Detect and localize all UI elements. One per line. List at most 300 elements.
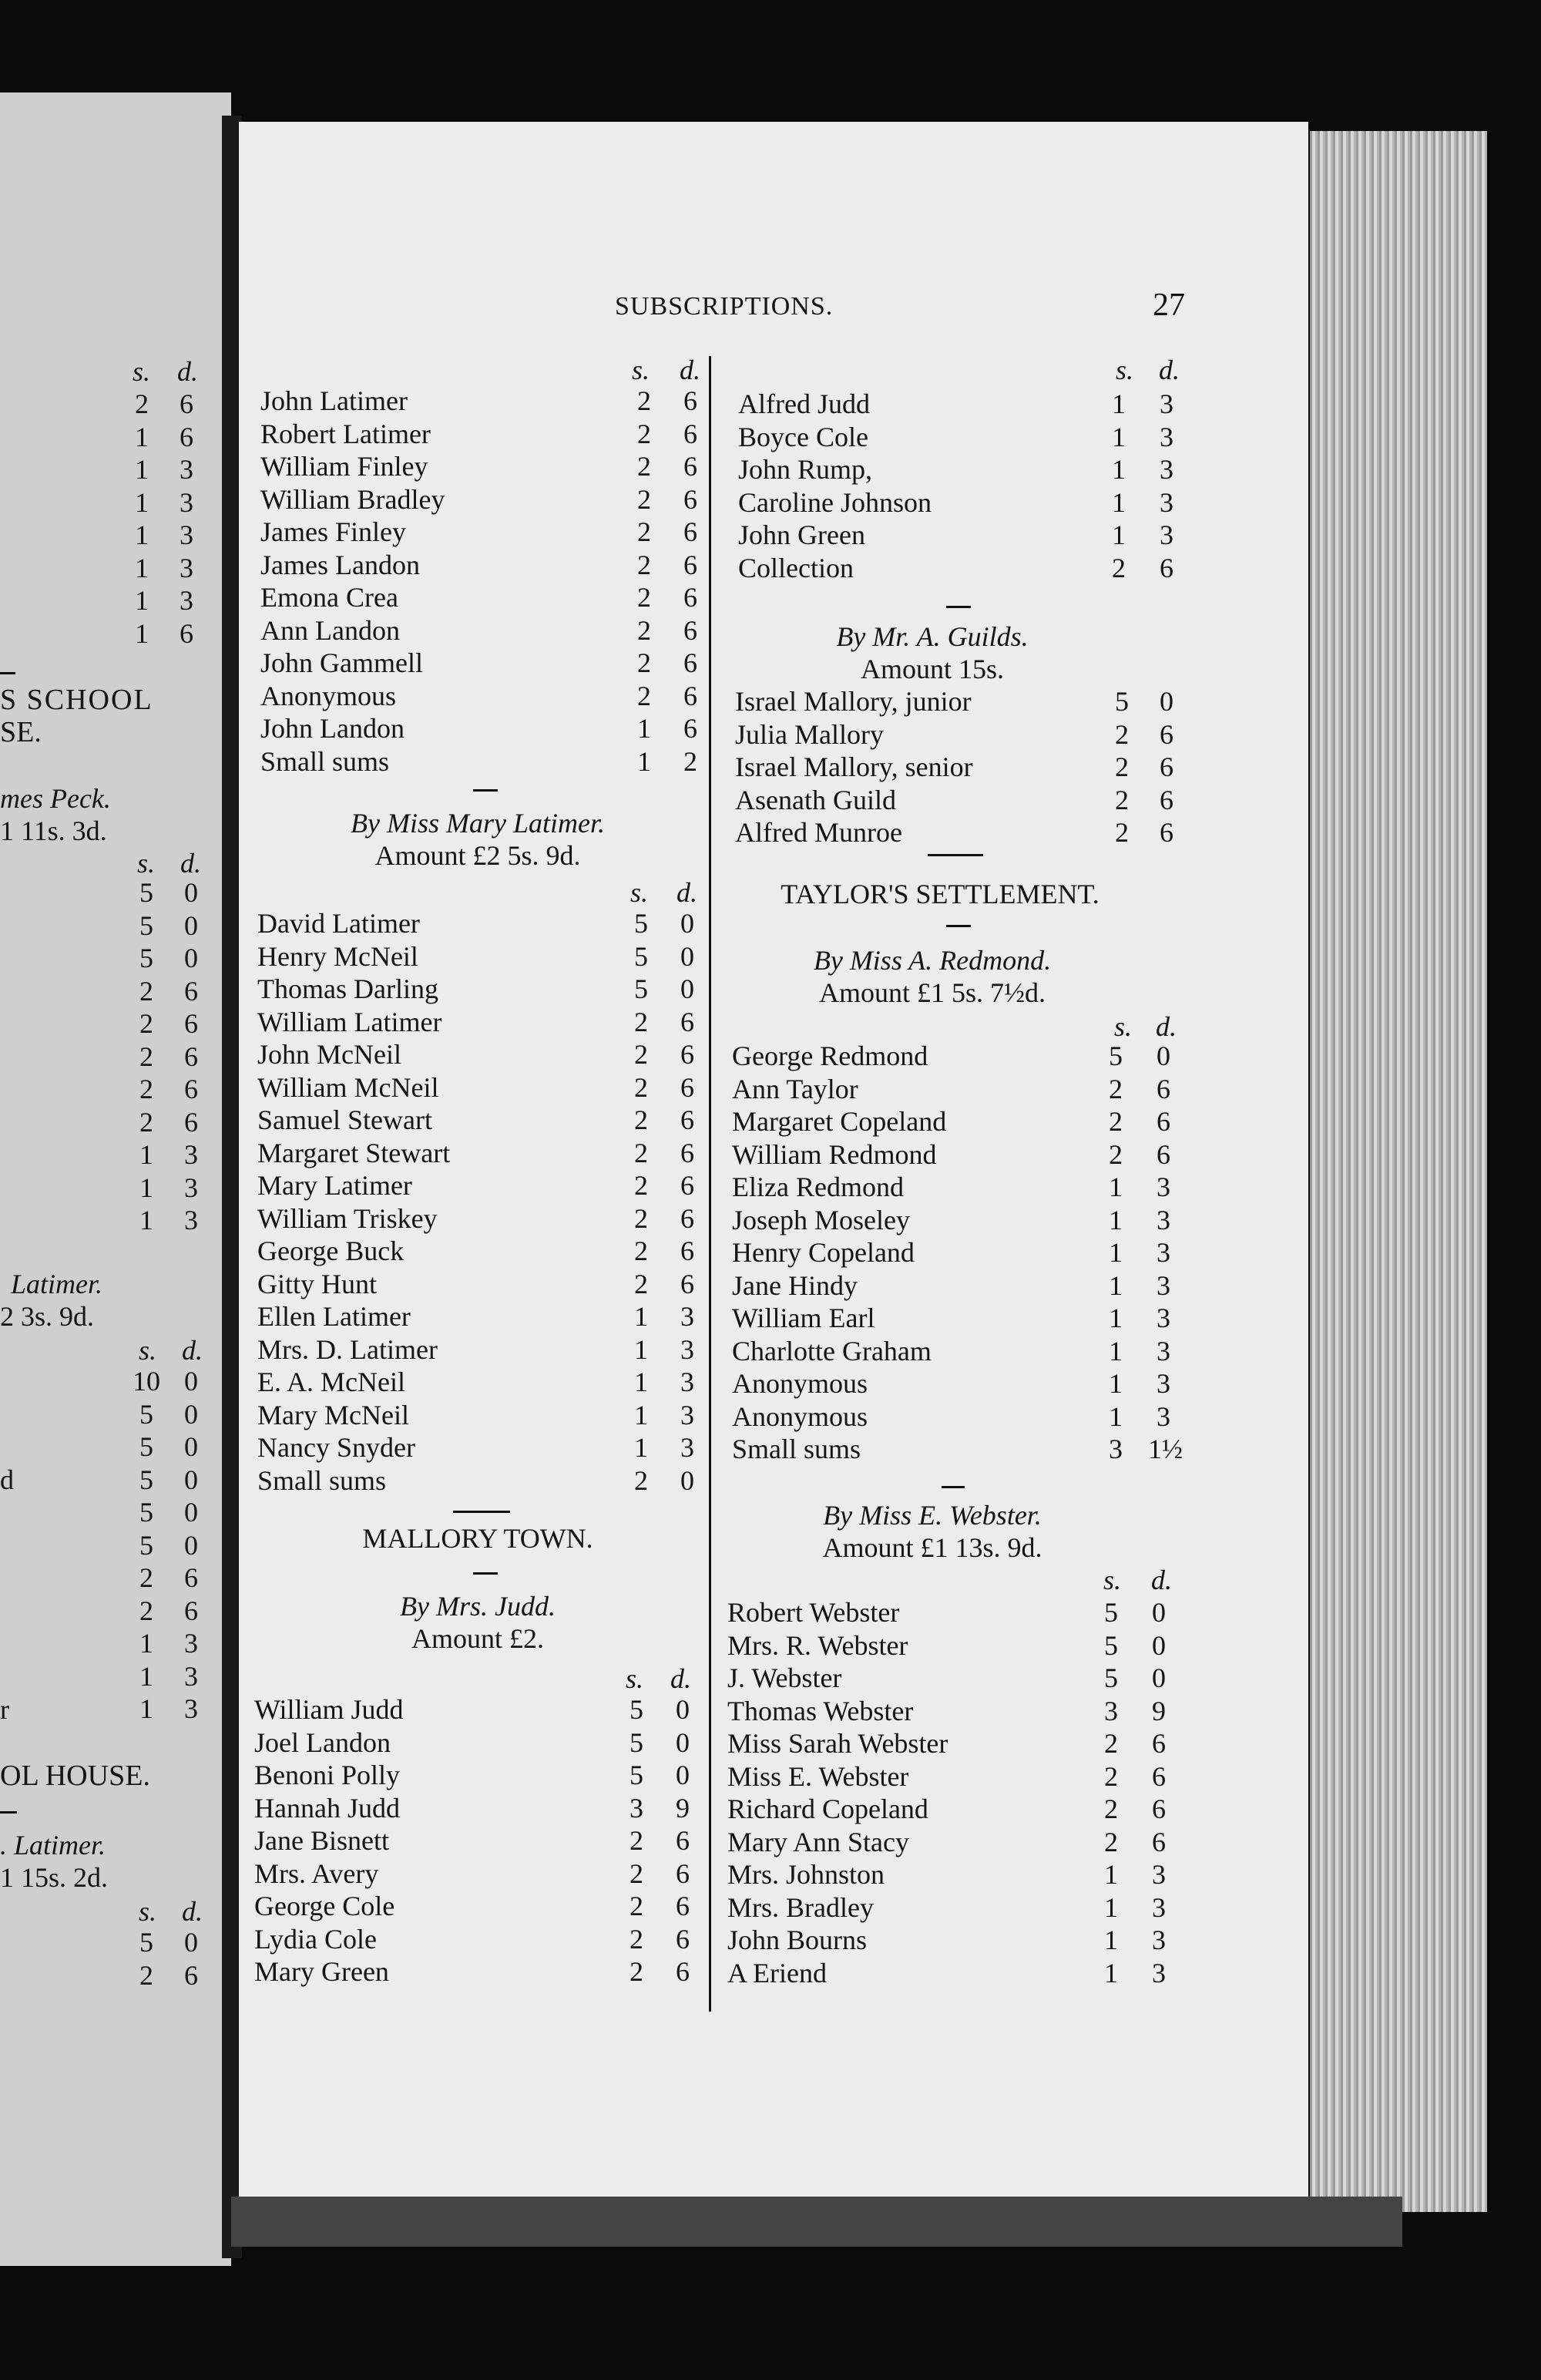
- subscriber-name: Alfred Judd: [738, 388, 870, 419]
- subscriber-name: William Redmond: [732, 1138, 937, 1170]
- amount-pence: 6: [680, 1268, 694, 1299]
- collector-line: mes Peck.: [0, 783, 111, 814]
- amount-pence: 3: [180, 486, 193, 518]
- amount-pence: 6: [683, 516, 697, 547]
- subscriber-name: Mary McNeil: [257, 1399, 409, 1430]
- amount-line: Amount £1 13s. 9d.: [822, 1532, 1042, 1563]
- amount-pence: 0: [1157, 1040, 1170, 1071]
- amount-shillings: 3: [1104, 1695, 1118, 1726]
- amount-shillings: 2: [637, 582, 651, 613]
- amount-pence: 6: [1160, 784, 1173, 815]
- amount-pence: 6: [680, 1006, 694, 1037]
- subscriber-name: Lydia Cole: [254, 1923, 377, 1955]
- subscriber-name: Mrs. R. Webster: [727, 1629, 908, 1661]
- subscriber-name: Ann Taylor: [732, 1073, 858, 1104]
- amount-pence: 3: [680, 1432, 694, 1463]
- amount-pence: 3: [1160, 486, 1173, 518]
- subscriber-name: Mary Latimer: [257, 1170, 412, 1201]
- collector-line: By Miss Mary Latimer.: [351, 808, 605, 839]
- amount-pence: 3: [1152, 1859, 1166, 1890]
- amount-pence: 3: [184, 1660, 198, 1692]
- amount-shillings: 1: [1112, 421, 1126, 452]
- amount-pence: 6: [184, 1106, 198, 1138]
- amount-shillings: 2: [139, 1040, 153, 1072]
- amount-pence: 6: [180, 421, 193, 452]
- subscriber-name: John Green: [738, 519, 865, 550]
- amount-shillings: 2: [637, 614, 651, 646]
- pence-header: d.: [670, 1663, 691, 1694]
- subscriber-name: Robert Latimer: [260, 418, 431, 449]
- amount-shillings: 2: [1112, 552, 1126, 583]
- subscriber-name: Samuel Stewart: [257, 1104, 432, 1135]
- amount-shillings: 2: [629, 1891, 643, 1921]
- amount-shillings: 10: [133, 1366, 160, 1397]
- section-heading: SE.: [0, 716, 42, 748]
- amount-shillings: 1: [1104, 1957, 1118, 1988]
- amount-shillings: 5: [1104, 1662, 1118, 1693]
- amount-pence: 6: [680, 1235, 694, 1266]
- amount-shillings: 5: [139, 877, 153, 908]
- amount-shillings: 5: [1109, 1040, 1123, 1071]
- amount-pence: 6: [1152, 1760, 1166, 1792]
- amount-shillings: 2: [634, 1464, 648, 1496]
- amount-shillings: 2: [1115, 817, 1129, 848]
- subscriber-name: Thomas Webster: [727, 1695, 914, 1726]
- pence-header: d.: [1159, 355, 1180, 385]
- amount-shillings: 5: [1104, 1629, 1118, 1661]
- amount-shillings: 2: [637, 483, 651, 515]
- amount-shillings: 2: [629, 1956, 643, 1987]
- subscriber-name: Henry Copeland: [732, 1237, 915, 1268]
- subscriber-name: John McNeil: [257, 1039, 401, 1070]
- subscriber-name: David Latimer: [257, 908, 420, 939]
- amount-pence: 0: [184, 1497, 198, 1528]
- amount-shillings: 2: [634, 1006, 648, 1037]
- amount-pence: 6: [683, 680, 697, 711]
- amount-shillings: 1: [135, 519, 149, 550]
- shillings-header: s.: [630, 877, 649, 908]
- amount-shillings: 2: [135, 388, 149, 419]
- amount-pence: 6: [1152, 1826, 1166, 1857]
- amount-shillings: 2: [139, 1959, 153, 1991]
- amount-shillings: 1: [135, 552, 149, 583]
- amount-shillings: 5: [139, 1529, 153, 1561]
- amount-pence: 0: [680, 973, 694, 1004]
- subscriber-name: Ann Landon: [260, 614, 400, 646]
- amount-shillings: 2: [637, 516, 651, 547]
- book-bottom-edge: [231, 2197, 1402, 2247]
- amount-shillings: 1: [634, 1366, 648, 1397]
- amount-pence: 6: [676, 1825, 690, 1856]
- amount-pence: 3: [1157, 1335, 1170, 1366]
- amount-pence: 3: [680, 1333, 694, 1365]
- section-heading: OL HOUSE.: [0, 1760, 150, 1792]
- subscriber-name: Alfred Munroe: [735, 817, 902, 848]
- amount-shillings: 1: [634, 1399, 648, 1430]
- amount-shillings: 2: [139, 1074, 153, 1104]
- subscriber-name: Emona Crea: [260, 582, 398, 613]
- amount-shillings: 5: [139, 1497, 153, 1528]
- amount-shillings: 2: [139, 1106, 153, 1138]
- section-rule: [946, 606, 971, 608]
- amount-shillings: 1: [139, 1205, 153, 1235]
- amount-pence: 0: [184, 1464, 198, 1495]
- amount-shillings: 2: [629, 1825, 643, 1856]
- pence-header: d.: [182, 1335, 203, 1366]
- amount-shillings: 1: [1109, 1400, 1123, 1432]
- amount-shillings: 1: [1109, 1335, 1123, 1366]
- amount-shillings: 2: [1104, 1826, 1118, 1857]
- amount-shillings: 2: [1115, 784, 1129, 815]
- amount-shillings: 5: [629, 1726, 643, 1758]
- amount-line: 1 15s. 2d.: [0, 1862, 109, 1893]
- amount-pence: 3: [184, 1139, 198, 1170]
- amount-pence: 0: [184, 943, 198, 973]
- amount-pence: 3: [1160, 421, 1173, 452]
- amount-pence: 6: [1160, 552, 1173, 583]
- amount-pence: 3: [184, 1172, 198, 1203]
- pence-header: d.: [180, 848, 201, 879]
- amount-shillings: 2: [634, 1071, 648, 1103]
- shillings-header: s.: [139, 1335, 157, 1366]
- subscriber-name: Miss E. Webster: [727, 1760, 909, 1792]
- amount-shillings: 1: [1104, 1859, 1118, 1890]
- stray-letter: d: [0, 1464, 14, 1495]
- amount-shillings: 3: [629, 1792, 643, 1824]
- amount-pence: 6: [683, 614, 697, 646]
- subscriber-name: Israel Mallory, junior: [735, 686, 972, 717]
- subscriber-name: Asenath Guild: [735, 784, 896, 815]
- page-edges: [1310, 131, 1487, 2212]
- amount-shillings: 5: [139, 909, 153, 941]
- amount-shillings: 2: [1109, 1106, 1123, 1137]
- shillings-header: s.: [1116, 355, 1134, 385]
- subscriber-name: James Finley: [260, 516, 406, 547]
- subscriber-name: J. Webster: [727, 1662, 842, 1693]
- amount-pence: 6: [180, 617, 193, 649]
- amount-pence: 3: [1152, 1925, 1166, 1955]
- subscriber-name: Mrs. Bradley: [727, 1891, 874, 1923]
- amount-shillings: 1: [1109, 1368, 1123, 1399]
- amount-pence: 6: [184, 1074, 198, 1104]
- amount-shillings: 5: [634, 940, 648, 972]
- amount-line: Amount £1 5s. 7½d.: [818, 977, 1046, 1008]
- amount-shillings: 5: [1104, 1597, 1118, 1628]
- amount-pence: 6: [184, 1562, 198, 1593]
- amount-shillings: 1: [634, 1301, 648, 1332]
- amount-shillings: 1: [1112, 388, 1126, 419]
- amount-pence: 0: [680, 940, 694, 972]
- amount-pence: 9: [1152, 1695, 1166, 1726]
- amount-pence: 6: [1160, 751, 1173, 782]
- amount-pence: 0: [184, 1431, 198, 1462]
- amount-pence: 3: [184, 1693, 198, 1724]
- amount-shillings: 2: [139, 1562, 153, 1593]
- subscriber-name: Anonymous: [260, 680, 397, 711]
- amount-line: Amount £2.: [411, 1623, 544, 1654]
- section-rule: [473, 1572, 498, 1575]
- subscriber-name: Joel Landon: [254, 1726, 391, 1758]
- subscriber-name: John Latimer: [260, 385, 408, 416]
- amount-pence: 6: [683, 647, 697, 678]
- amount-pence: 0: [184, 877, 198, 908]
- amount-pence: 6: [1152, 1793, 1166, 1824]
- column-divider: [709, 356, 711, 2012]
- amount-shillings: 2: [1109, 1073, 1123, 1104]
- subscriber-name: Small sums: [260, 745, 390, 777]
- amount-pence: 3: [1157, 1368, 1170, 1399]
- section-rule: [473, 789, 498, 792]
- subscriber-name: Richard Copeland: [727, 1793, 928, 1824]
- amount-pence: 6: [1157, 1138, 1170, 1170]
- shillings-header: s.: [137, 848, 156, 879]
- pence-header: d.: [676, 877, 697, 908]
- amount-pence: 6: [676, 1956, 690, 1987]
- amount-shillings: 1: [139, 1660, 153, 1692]
- amount-shillings: 1: [135, 421, 149, 452]
- amount-shillings: 1: [135, 585, 149, 616]
- amount-pence: 0: [184, 1529, 198, 1561]
- amount-shillings: 1: [139, 1172, 153, 1203]
- subscriber-name: William Latimer: [257, 1006, 442, 1037]
- amount-pence: 3: [184, 1205, 198, 1235]
- amount-shillings: 5: [634, 908, 648, 939]
- subscriber-name: Caroline Johnson: [738, 486, 932, 518]
- subscriber-name: Margaret Stewart: [257, 1137, 451, 1168]
- collector-line: By Mr. A. Guilds.: [836, 621, 1029, 652]
- section-heading: S SCHOOL: [0, 684, 153, 716]
- amount-pence: 6: [184, 1040, 198, 1072]
- subscriber-name: Anonymous: [732, 1400, 868, 1432]
- pence-header: d.: [680, 355, 700, 385]
- amount-pence: 6: [680, 1071, 694, 1103]
- subscriber-name: George Cole: [254, 1891, 395, 1921]
- subscriber-name: Eliza Redmond: [732, 1172, 904, 1202]
- amount-pence: 3: [1157, 1400, 1170, 1432]
- amount-pence: 3: [1152, 1957, 1166, 1988]
- amount-shillings: 5: [139, 1431, 153, 1462]
- amount-pence: 3: [1157, 1269, 1170, 1301]
- amount-shillings: 1: [634, 1333, 648, 1365]
- amount-shillings: 1: [1109, 1204, 1123, 1235]
- amount-shillings: 1: [1112, 519, 1126, 550]
- amount-pence: 6: [184, 1595, 198, 1626]
- subscriber-name: Israel Mallory, senior: [735, 751, 973, 782]
- amount-line: 2 3s. 9d.: [0, 1301, 95, 1332]
- amount-pence: 3: [180, 552, 193, 583]
- amount-pence: 6: [676, 1857, 690, 1889]
- amount-pence: 6: [676, 1891, 690, 1921]
- amount-pence: 3: [1160, 454, 1173, 485]
- amount-shillings: 1: [637, 713, 651, 744]
- subscriber-name: Nancy Snyder: [257, 1432, 415, 1463]
- amount-pence: 6: [683, 582, 697, 613]
- amount-pence: 6: [184, 1959, 198, 1991]
- shillings-header: s.: [1114, 1011, 1133, 1042]
- shillings-header: s.: [133, 356, 151, 387]
- subscriber-name: George Buck: [257, 1235, 405, 1266]
- amount-shillings: 2: [629, 1923, 643, 1955]
- subscriber-name: John Bourns: [727, 1925, 868, 1955]
- subscriber-name: William Finley: [260, 451, 428, 482]
- shillings-header: s.: [632, 355, 650, 385]
- section-rule: [946, 925, 971, 927]
- amount-line: Amount 15s.: [860, 654, 1004, 684]
- amount-pence: 0: [1160, 686, 1173, 717]
- amount-shillings: 2: [637, 549, 651, 580]
- amount-shillings: 1: [634, 1432, 648, 1463]
- section-rule: [0, 1811, 17, 1814]
- amount-shillings: 2: [637, 385, 651, 416]
- amount-shillings: 1: [1109, 1172, 1123, 1202]
- amount-pence: 3: [680, 1366, 694, 1397]
- amount-shillings: 5: [139, 1464, 153, 1495]
- amount-shillings: 2: [629, 1857, 643, 1889]
- page-number: 27: [1153, 287, 1185, 323]
- amount-pence: 0: [676, 1726, 690, 1758]
- amount-pence: 6: [1157, 1106, 1170, 1137]
- amount-pence: 6: [683, 385, 697, 416]
- amount-pence: 0: [184, 1366, 198, 1397]
- amount-pence: 3: [680, 1399, 694, 1430]
- amount-shillings: 1: [1109, 1237, 1123, 1268]
- subscriber-name: John Gammell: [260, 647, 423, 678]
- amount-pence: 6: [683, 451, 697, 482]
- amount-shillings: 2: [139, 1595, 153, 1626]
- subscriber-name: John Landon: [260, 713, 405, 744]
- subscriber-name: Mary Ann Stacy: [727, 1826, 909, 1857]
- amount-shillings: 1: [1109, 1303, 1123, 1333]
- amount-pence: 6: [680, 1137, 694, 1168]
- amount-shillings: 2: [139, 1008, 153, 1039]
- amount-shillings: 2: [637, 680, 651, 711]
- subscriber-name: William Judd: [254, 1694, 404, 1725]
- amount-pence: 3: [1160, 388, 1173, 419]
- amount-pence: 0: [184, 1927, 198, 1958]
- amount-pence: 6: [184, 1008, 198, 1039]
- amount-shillings: 2: [637, 647, 651, 678]
- amount-pence: 6: [680, 1202, 694, 1234]
- amount-pence: 6: [680, 1170, 694, 1201]
- subscriber-name: William Earl: [732, 1303, 875, 1333]
- amount-pence: 0: [676, 1760, 690, 1790]
- subscriber-name: Jane Hindy: [732, 1269, 858, 1301]
- amount-shillings: 5: [139, 1927, 153, 1958]
- subscriber-name: Mrs. Johnston: [727, 1859, 885, 1890]
- subscriber-name: Ellen Latimer: [257, 1301, 411, 1332]
- amount-pence: 3: [180, 585, 193, 616]
- amount-shillings: 2: [1109, 1138, 1123, 1170]
- subscriber-name: A Eriend: [727, 1957, 827, 1988]
- section-heading: MALLORY TOWN.: [362, 1523, 593, 1554]
- amount-pence: 3: [1157, 1204, 1170, 1235]
- pence-header: d.: [177, 356, 198, 387]
- amount-pence: 6: [1160, 817, 1173, 848]
- amount-pence: 0: [680, 908, 694, 939]
- amount-pence: 3: [1157, 1172, 1170, 1202]
- section-rule: [453, 1511, 510, 1513]
- amount-line: 1 11s. 3d.: [0, 815, 107, 846]
- amount-shillings: 1: [1104, 1925, 1118, 1955]
- collector-line: . Latimer.: [0, 1830, 106, 1861]
- amount-pence: 3: [180, 519, 193, 550]
- subscriber-name: Benoni Polly: [254, 1760, 401, 1790]
- amount-pence: 6: [683, 549, 697, 580]
- subscriber-name: Jane Bisnett: [254, 1825, 389, 1856]
- amount-pence: 0: [184, 909, 198, 941]
- amount-shillings: 2: [634, 1137, 648, 1168]
- subscriber-name: Mrs. Avery: [254, 1857, 379, 1889]
- amount-shillings: 2: [1115, 718, 1129, 750]
- amount-shillings: 2: [634, 1039, 648, 1070]
- running-head: SUBSCRIPTIONS.: [615, 292, 834, 321]
- section-rule: [0, 672, 15, 674]
- subscriber-name: Anonymous: [732, 1368, 868, 1399]
- amount-pence: 0: [1152, 1662, 1166, 1693]
- amount-pence: 3: [1157, 1303, 1170, 1333]
- subscriber-name: John Rump,: [738, 454, 873, 485]
- amount-shillings: 1: [637, 745, 651, 777]
- section-rule: [942, 1486, 965, 1488]
- amount-pence: 2: [683, 745, 697, 777]
- collector-line: By Miss E. Webster.: [823, 1500, 1042, 1531]
- subscriber-name: Robert Webster: [727, 1597, 900, 1628]
- amount-shillings: 1: [1109, 1269, 1123, 1301]
- amount-pence: 6: [1157, 1073, 1170, 1104]
- amount-pence: 6: [683, 418, 697, 449]
- amount-pence: 0: [1152, 1597, 1166, 1628]
- collector-line: By Miss A. Redmond.: [813, 945, 1052, 976]
- amount-shillings: 2: [637, 418, 651, 449]
- subscriber-name: Julia Mallory: [735, 718, 884, 750]
- collector-line: Latimer.: [11, 1269, 103, 1299]
- subscriber-name: Joseph Moseley: [732, 1204, 910, 1235]
- amount-shillings: 2: [1104, 1760, 1118, 1792]
- subscriber-name: William Bradley: [260, 483, 445, 515]
- amount-pence: 1½: [1148, 1434, 1183, 1464]
- amount-shillings: 2: [637, 451, 651, 482]
- amount-shillings: 1: [135, 486, 149, 518]
- subscriber-name: William McNeil: [257, 1071, 439, 1103]
- amount-shillings: 5: [629, 1760, 643, 1790]
- amount-pence: 3: [1152, 1891, 1166, 1923]
- amount-pence: 6: [676, 1923, 690, 1955]
- collector-line: By Mrs. Judd.: [400, 1591, 556, 1622]
- amount-shillings: 1: [1104, 1891, 1118, 1923]
- amount-pence: 6: [680, 1039, 694, 1070]
- subscriber-name: James Landon: [260, 549, 420, 580]
- amount-shillings: 1: [135, 617, 149, 649]
- amount-shillings: 2: [139, 975, 153, 1007]
- amount-pence: 3: [180, 454, 193, 485]
- subscriber-name: George Redmond: [732, 1040, 928, 1071]
- amount-line: Amount £2 5s. 9d.: [374, 840, 581, 871]
- amount-shillings: 1: [139, 1628, 153, 1659]
- subscriber-name: Hannah Judd: [254, 1792, 400, 1824]
- amount-pence: 0: [676, 1694, 690, 1725]
- subscriber-name: Mrs. D. Latimer: [257, 1333, 438, 1365]
- amount-pence: 3: [1160, 519, 1173, 550]
- amount-shillings: 2: [1104, 1728, 1118, 1759]
- amount-shillings: 5: [139, 1398, 153, 1430]
- amount-shillings: 5: [634, 973, 648, 1004]
- amount-shillings: 2: [634, 1235, 648, 1266]
- pence-header: d.: [182, 1896, 203, 1927]
- amount-pence: 0: [680, 1464, 694, 1496]
- subscriber-name: Margaret Copeland: [732, 1106, 947, 1137]
- amount-shillings: 2: [634, 1202, 648, 1234]
- amount-pence: 9: [676, 1792, 690, 1824]
